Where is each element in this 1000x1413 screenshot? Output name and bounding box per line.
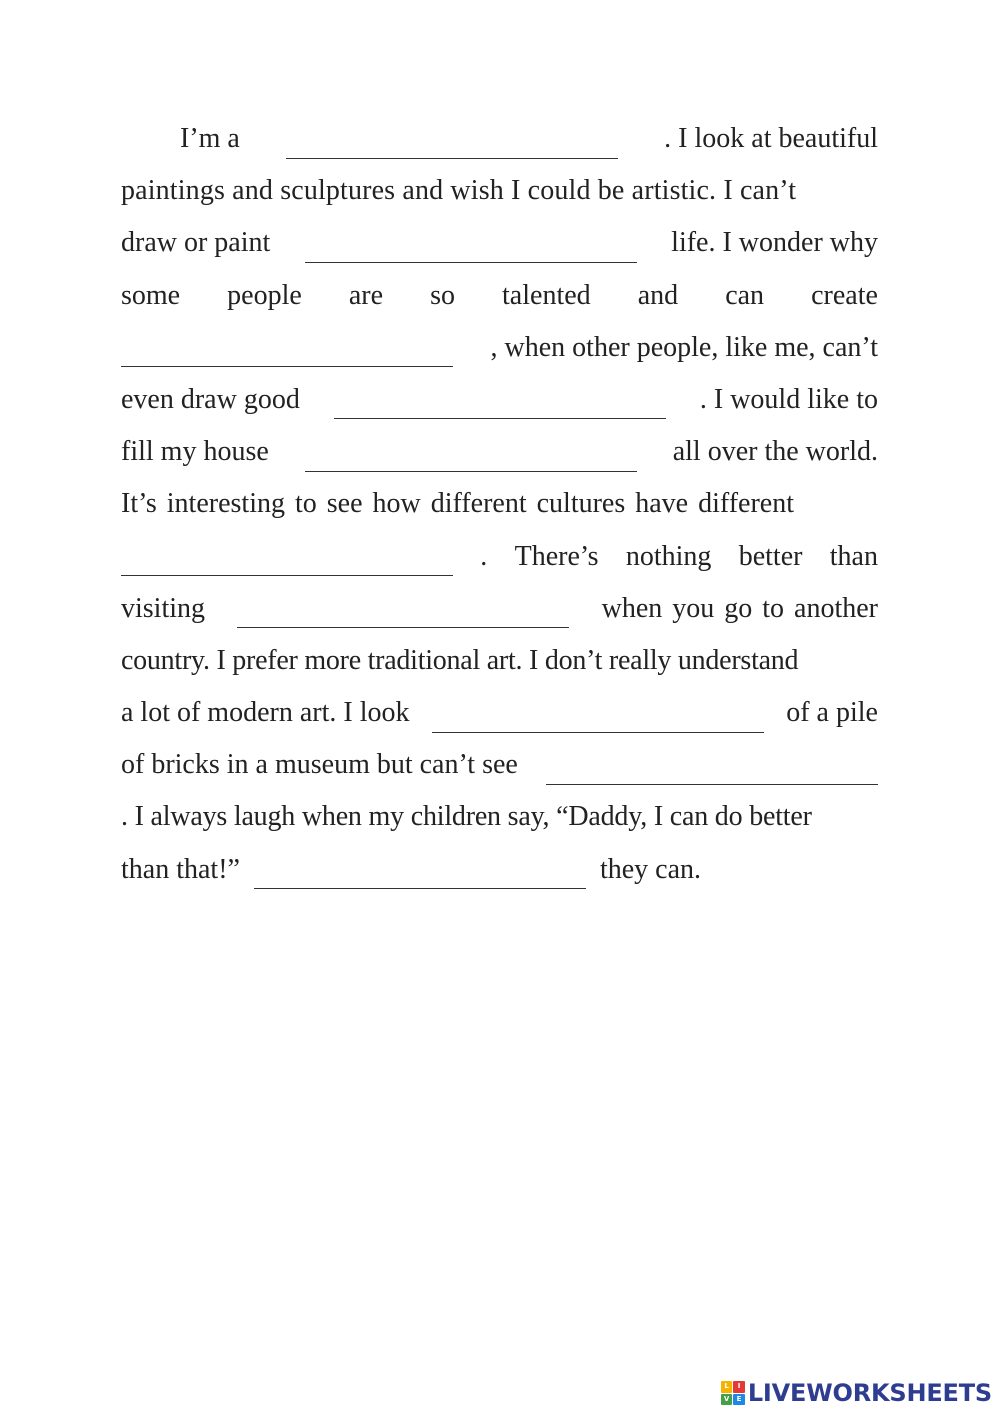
- passage-text: a lot of modern art. I look: [121, 697, 410, 729]
- passage-line-2: [121, 165, 878, 217]
- passage-line-3: [121, 217, 878, 269]
- passage-text: life. I wonder why: [671, 227, 878, 259]
- passage-text: even draw good: [121, 383, 300, 415]
- passage-word: and: [637, 279, 679, 311]
- passage-text: It’s interesting to see how different cultures have different: [121, 488, 794, 520]
- passage-text: they can.: [599, 853, 702, 885]
- passage-line-4: [121, 270, 878, 322]
- logo-mark-letter: V: [721, 1394, 733, 1406]
- passage-text: . I look at beautiful: [664, 123, 878, 154]
- answer-blank-5[interactable]: [305, 441, 637, 472]
- passage-line-15: [121, 844, 878, 896]
- passage-line-5: [121, 322, 878, 374]
- liveworksheets-logo-icon: [721, 1381, 745, 1405]
- passage-text: . I would like to: [699, 383, 878, 415]
- answer-blank-9[interactable]: [546, 754, 878, 785]
- passage-text: . I always laugh when my children say, “Daddy, I can do better: [121, 801, 812, 833]
- passage-text: country. I prefer more traditional art. I don’t really understand: [121, 644, 799, 676]
- answer-blank-6[interactable]: [121, 545, 453, 576]
- passage-word: so: [430, 279, 455, 311]
- passage-text: when you go to another: [601, 592, 878, 624]
- worksheet-passage: [121, 113, 878, 896]
- passage-text: fill my house: [121, 436, 269, 468]
- passage-word: There’s: [514, 540, 599, 572]
- passage-text: paintings and sculptures and wish I could be artistic. I can’t: [121, 175, 797, 207]
- passage-line-12: [121, 687, 878, 739]
- passage-text: than that!”: [121, 853, 240, 885]
- passage-word: than: [829, 540, 878, 572]
- passage-line-10: [121, 583, 878, 635]
- passage-text: draw or paint: [121, 227, 271, 259]
- passage-line-9: [121, 531, 878, 583]
- passage-word: .: [480, 540, 488, 572]
- liveworksheets-wordmark: LIVEWORKSHEETS: [747, 1379, 992, 1407]
- logo-mark-letter: I: [733, 1381, 745, 1393]
- passage-word: better: [738, 540, 803, 572]
- passage-word: some: [121, 279, 181, 311]
- logo-mark-letter: E: [733, 1394, 745, 1406]
- answer-blank-3[interactable]: [121, 336, 453, 367]
- passage-line-8: [121, 478, 878, 530]
- answer-blank-8[interactable]: [432, 702, 764, 733]
- passage-line-6: [121, 374, 878, 426]
- passage-word: nothing: [625, 540, 712, 572]
- answer-blank-7[interactable]: [237, 597, 569, 628]
- passage-text: visiting: [121, 592, 206, 624]
- passage-line-14: [121, 791, 878, 843]
- answer-blank-4[interactable]: [334, 388, 666, 419]
- answer-blank-10[interactable]: [254, 858, 586, 889]
- passage-line-7: [121, 426, 878, 478]
- passage-word: are: [348, 279, 384, 311]
- passage-word: talented: [502, 279, 591, 311]
- passage-word: create: [811, 279, 878, 311]
- passage-text: of bricks in a museum but can’t see: [121, 749, 518, 781]
- passage-text: all over the world.: [672, 436, 878, 468]
- logo-mark-letter: L: [721, 1381, 733, 1393]
- passage-line-13: [121, 739, 878, 791]
- passage-text: of a pile: [786, 697, 878, 729]
- liveworksheets-logo: [721, 1379, 992, 1407]
- answer-blank-2[interactable]: [305, 232, 637, 263]
- passage-line-11: [121, 635, 878, 687]
- passage-word: can: [725, 279, 765, 311]
- passage-text: , when other people, like me, can’t: [490, 331, 878, 363]
- passage-line-1: [121, 113, 878, 165]
- passage-text: I’m a: [180, 123, 240, 154]
- answer-blank-1[interactable]: [286, 128, 618, 159]
- passage-word: people: [227, 279, 302, 311]
